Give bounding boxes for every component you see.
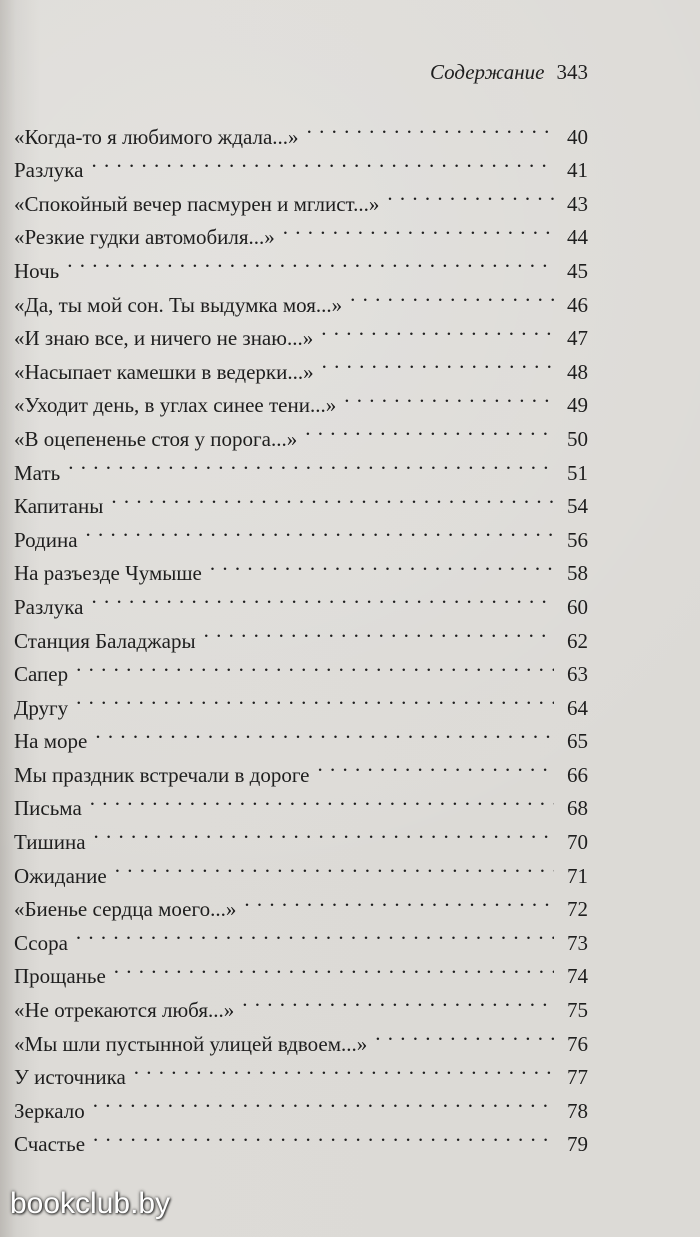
toc-entry <box>14 480 588 519</box>
toc-entry <box>14 648 588 687</box>
toc-entry-title: «И знаю все, и ничего не знаю...» <box>14 326 314 351</box>
toc-leader-dots <box>68 446 554 480</box>
toc-entry-title: «Резкие гудки автомобиля...» <box>14 225 275 250</box>
toc-entry-page: 48 <box>567 359 588 384</box>
toc-entry <box>14 681 588 720</box>
toc-leader-dots <box>76 681 554 715</box>
toc-entry-title: Тишина <box>14 830 86 855</box>
toc-leader-dots <box>321 312 554 346</box>
toc-entry <box>14 748 588 787</box>
table-of-contents <box>14 110 588 1157</box>
toc-entry-page: 74 <box>567 964 588 989</box>
toc-leader-dots <box>134 1051 554 1085</box>
toc-entry-title: Станция Баладжары <box>14 628 196 653</box>
toc-entry-page: 72 <box>567 897 588 922</box>
toc-entry-page: 70 <box>567 830 588 855</box>
toc-entry-page: 66 <box>567 762 588 787</box>
toc-entry-title: Ночь <box>14 258 60 283</box>
toc-leader-dots <box>95 715 554 749</box>
toc-entry-page: 44 <box>567 225 588 250</box>
toc-leader-dots <box>91 580 554 614</box>
toc-leader-dots <box>90 782 554 816</box>
toc-entry-page: 56 <box>567 527 588 552</box>
toc-leader-dots <box>204 614 554 648</box>
toc-entry-title: Мать <box>14 460 61 485</box>
toc-entry <box>14 715 588 754</box>
toc-entry-page: 41 <box>567 158 588 183</box>
toc-leader-dots <box>307 110 554 144</box>
toc-entry-page: 54 <box>567 494 588 519</box>
toc-leader-dots <box>111 480 554 514</box>
toc-entry-page: 76 <box>567 1031 588 1056</box>
section-title: Содержание <box>429 60 545 84</box>
toc-entry-page: 49 <box>567 393 588 418</box>
toc-entry-page: 77 <box>567 1065 588 1090</box>
toc-entry <box>14 1118 588 1157</box>
watermark: bookclub.by <box>10 1187 171 1220</box>
toc-leader-dots <box>76 916 554 950</box>
toc-leader-dots <box>242 983 554 1017</box>
toc-entry <box>14 278 588 317</box>
toc-leader-dots <box>318 748 554 782</box>
toc-leader-dots <box>115 849 554 883</box>
toc-entry <box>14 849 588 888</box>
toc-entry-title: На море <box>14 729 88 754</box>
toc-entry-title: «Когда-то я любимого ждала...» <box>14 124 299 149</box>
toc-entry-title: Прощанье <box>14 964 106 989</box>
toc-entry-title: Сапер <box>14 662 69 687</box>
toc-entry <box>14 580 588 619</box>
toc-entry-title: Другу <box>14 695 69 720</box>
toc-leader-dots <box>244 883 554 917</box>
toc-leader-dots <box>305 412 554 446</box>
toc-entry-page: 46 <box>567 292 588 317</box>
toc-entry-page: 65 <box>567 729 588 754</box>
toc-entry <box>14 815 588 855</box>
page-number: 343 <box>556 60 588 84</box>
toc-entry <box>14 547 588 586</box>
toc-entry <box>14 177 588 216</box>
toc-entry-page: 73 <box>567 930 588 955</box>
toc-leader-dots <box>114 950 554 984</box>
toc-entry-title: «Уходит день, в углах синее тени...» <box>14 393 337 418</box>
toc-entry-page: 50 <box>567 426 588 451</box>
toc-leader-dots <box>86 513 554 547</box>
toc-entry-title: Капитаны <box>14 494 104 519</box>
toc-leader-dots <box>67 244 554 278</box>
toc-leader-dots <box>322 345 554 379</box>
toc-entry-page: 60 <box>567 594 588 619</box>
toc-entry-title: Разлука <box>14 594 84 619</box>
toc-leader-dots <box>94 815 554 849</box>
toc-leader-dots <box>76 648 554 682</box>
toc-entry-title: Письма <box>14 796 82 821</box>
toc-entry <box>14 144 588 183</box>
toc-leader-dots <box>283 211 554 245</box>
toc-entry-title: «Спокойный вечер пасмурен и мглист...» <box>14 191 380 216</box>
toc-leader-dots <box>91 144 554 178</box>
toc-entry-page: 79 <box>567 1132 588 1157</box>
toc-entry-page: 63 <box>567 662 588 687</box>
toc-entry <box>14 110 588 149</box>
toc-entry-page: 45 <box>567 258 588 283</box>
toc-entry-page: 62 <box>567 628 588 653</box>
toc-entry <box>14 244 588 283</box>
toc-entry <box>14 1084 588 1123</box>
toc-entry-title: «Мы шли пустынной улицей вдвоем...» <box>14 1031 368 1056</box>
toc-entry-title: Ссора <box>14 930 68 955</box>
toc-entry <box>14 446 588 485</box>
toc-entry-page: 51 <box>567 460 588 485</box>
toc-leader-dots <box>350 278 554 312</box>
toc-entry-page: 40 <box>567 124 588 149</box>
toc-entry-title: У источника <box>14 1065 126 1090</box>
toc-entry-title: Зеркало <box>14 1098 85 1123</box>
toc-entry-title: «В оцепененье стоя у порога...» <box>14 426 298 451</box>
toc-leader-dots <box>210 547 554 581</box>
toc-entry-page: 64 <box>567 695 588 720</box>
running-head <box>430 60 588 85</box>
toc-entry <box>14 782 588 821</box>
toc-entry-title: Счастье <box>14 1132 86 1157</box>
toc-entry-title: «Не отрекаются любя...» <box>14 998 235 1023</box>
toc-entry <box>14 916 588 955</box>
toc-entry-page: 47 <box>567 326 588 351</box>
toc-entry-title: Родина <box>14 527 78 552</box>
toc-entry-page: 68 <box>567 796 588 821</box>
toc-entry-title: «Биенье сердца моего...» <box>14 897 237 922</box>
toc-entry-title: Разлука <box>14 158 84 183</box>
toc-entry-page: 71 <box>567 863 588 888</box>
toc-entry-page: 75 <box>567 998 588 1023</box>
toc-entry <box>14 614 588 653</box>
toc-leader-dots <box>344 379 554 413</box>
toc-entry-page: 58 <box>567 561 588 586</box>
toc-entry-title: На разъезде Чумыше <box>14 561 202 586</box>
toc-entry <box>14 950 588 989</box>
toc-entry-title: «Да, ты мой сон. Ты выдумка моя...» <box>14 292 343 317</box>
toc-entry-title: Мы праздник встречали в дороге <box>14 762 310 787</box>
toc-entry-title: «Насыпает камешки в ведерки...» <box>14 359 314 384</box>
toc-entry <box>14 513 588 552</box>
toc-entry-page: 43 <box>567 191 588 216</box>
toc-leader-dots <box>93 1084 554 1118</box>
toc-leader-dots <box>93 1118 554 1152</box>
toc-entry-page: 78 <box>567 1098 588 1123</box>
toc-entry-title: Ожидание <box>14 863 107 888</box>
toc-leader-dots <box>375 1017 554 1051</box>
toc-leader-dots <box>387 177 554 211</box>
